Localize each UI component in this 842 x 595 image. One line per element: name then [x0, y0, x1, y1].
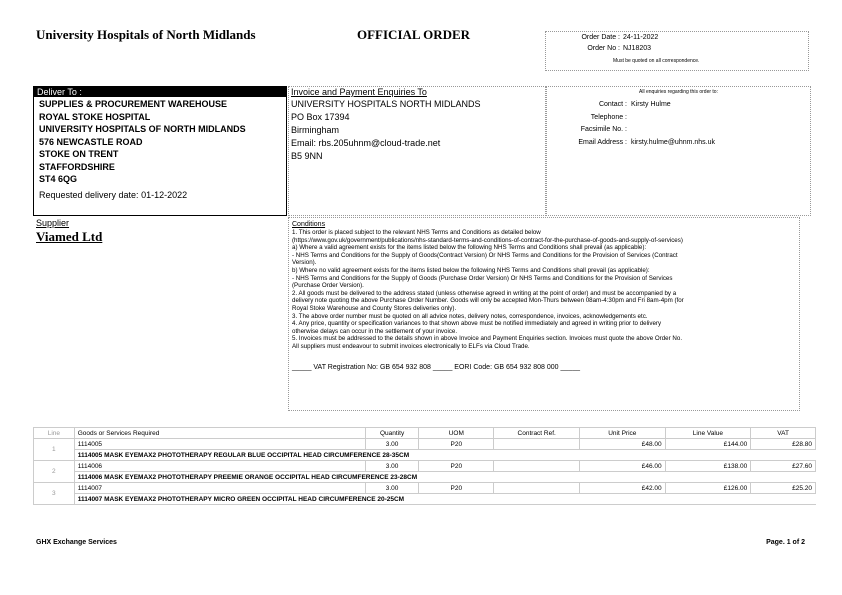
line-value: £144.00	[665, 439, 751, 450]
vat: £25.20	[751, 483, 816, 494]
line-value: £138.00	[665, 461, 751, 472]
table-row	[34, 483, 816, 494]
condition-line: a) Where a valid agreement exists for the items listed below the following NHS Terms and Conditions shall prevail (as applicable):	[292, 244, 647, 252]
conditions-box	[288, 217, 800, 411]
deliver-line: UNIVERSITY HOSPITALS OF NORTH MIDLANDS	[39, 124, 246, 134]
contract-ref	[494, 483, 580, 494]
item-description: 1114006 MASK EYEMAX2 PHOTOTHERAPY PREEMIE ORANGE OCCIPITAL HEAD CIRCUMFERENCE 23-28CM	[74, 472, 815, 483]
col-vat: VAT	[751, 428, 816, 439]
vat-registration-line: _____ VAT Registration No: GB 654 932 808 _____ EORI Code: GB 654 932 808 000 _____	[292, 363, 580, 371]
col-line: Line	[34, 428, 75, 439]
telephone-label: Telephone :	[590, 114, 627, 121]
invoice-enquiries-box	[288, 86, 546, 216]
condition-line: All suppliers must endeavour to submit invoices electronically to ELFs via Cloud Trade.	[292, 342, 530, 350]
table-row-description	[34, 472, 816, 483]
table-row	[34, 461, 816, 472]
line-number: 1	[34, 439, 75, 461]
condition-line: Royal Stoke Warehouse and County Stores deliveries only).	[292, 304, 457, 312]
order-no-label: Order No :	[587, 45, 620, 52]
uom: P20	[419, 461, 494, 472]
order-date-value: 24-11-2022	[623, 34, 659, 41]
order-info-box	[545, 31, 809, 71]
product-code: 1114007	[74, 483, 365, 494]
table-row-description	[34, 450, 816, 461]
item-description: 1114007 MASK EYEMAX2 PHOTOTHERAPY MICRO GREEN OCCIPITAL HEAD CIRCUMFERENCE 20-25CM	[74, 494, 815, 505]
condition-line: 4. Any price, quantity or specification variances to that shown above must be notified immediately and agreed in writing prior to delivery	[292, 320, 662, 328]
col-line-value: Line Value	[665, 428, 751, 439]
unit-price: £42.00	[580, 483, 666, 494]
col-contract-ref: Contract Ref.	[494, 428, 580, 439]
email-label: Email Address :	[578, 139, 627, 146]
order-lines-table	[33, 427, 816, 505]
invoice-line: UNIVERSITY HOSPITALS NORTH MIDLANDS	[291, 99, 481, 109]
condition-line: - NHS Terms and Conditions for the Supply of Goods (Purchase Order Version) Or NHS Terms and Conditions for the Provision of Services	[292, 274, 673, 282]
condition-line: (https://www.gov.uk/government/publications/nhs-standard-terms-and-conditions-of-contract-for-the-purchase-of-goods-and-supply-of-services)	[292, 236, 683, 244]
quantity: 3.00	[365, 483, 418, 494]
conditions-heading: Conditions	[292, 221, 326, 228]
condition-line: (Purchase Order Version).	[292, 282, 364, 290]
quantity: 3.00	[365, 439, 418, 450]
contact-value: Kirsty Hulme	[631, 101, 671, 108]
product-code: 1114005	[74, 439, 365, 450]
fax-label: Facsimile No. :	[580, 126, 627, 133]
table-row	[34, 439, 816, 450]
deliver-to-heading: Deliver To :	[34, 87, 286, 97]
deliver-line: STAFFORDSHIRE	[39, 161, 115, 172]
contract-ref	[494, 439, 580, 450]
vat: £28.80	[751, 439, 816, 450]
invoice-line: PO Box 17394	[291, 112, 350, 122]
condition-line: 1. This order is placed subject to the relevant NHS Terms and Conditions as detailed below	[292, 229, 541, 236]
unit-price: £48.00	[580, 439, 666, 450]
supplier-label: Supplier	[36, 218, 70, 228]
order-enquiries-box	[546, 86, 811, 216]
requested-delivery-date: Requested delivery date: 01-12-2022	[39, 189, 188, 200]
table-header-row	[34, 428, 816, 439]
order-date-label: Order Date :	[581, 34, 620, 41]
deliver-line: 576 NEWCASTLE ROAD	[39, 136, 143, 147]
col-unit-price: Unit Price	[580, 428, 666, 439]
line-value: £126.00	[665, 483, 751, 494]
enquiries-heading: All enquiries regarding this order to:	[639, 89, 718, 95]
condition-line: delivery note quoting the above Purchase Order Number. Goods will only be accepted Mon-Thurs between 08am-4:30pm and Fri 8am-4pm (for	[292, 297, 684, 305]
deliver-line: ROYAL STOKE HOSPITAL	[39, 111, 151, 122]
quantity: 3.00	[365, 461, 418, 472]
invoice-line: Birmingham	[291, 125, 340, 135]
contract-ref	[494, 461, 580, 472]
email-value: kirsty.hulme@uhnm.nhs.uk	[631, 139, 716, 146]
page-number: Page. 1 of 2	[766, 539, 805, 546]
contact-label: Contact :	[598, 101, 627, 108]
invoice-line: B5 9NN	[291, 151, 323, 161]
vat: £27.60	[751, 461, 816, 472]
quote-note: Must be quoted on all correspondence.	[613, 58, 700, 64]
deliver-to-box	[33, 86, 287, 216]
deliver-line: SUPPLIES & PROCUREMENT WAREHOUSE	[39, 99, 228, 109]
order-no-value: NJ18203	[623, 45, 652, 52]
invoice-heading: Invoice and Payment Enquiries To	[291, 87, 427, 97]
supplier-name: Viamed Ltd	[36, 229, 103, 244]
product-code: 1114006	[74, 461, 365, 472]
table-row-description	[34, 494, 816, 505]
condition-line: - NHS Terms and Conditions for the Supply of Goods(Contract Version) Or NHS Terms and Conditions for the Provision of Services (Contract	[292, 251, 678, 259]
line-number: 3	[34, 483, 75, 505]
line-number: 2	[34, 461, 75, 483]
deliver-line: ST4 6QG	[39, 174, 78, 184]
uom: P20	[419, 483, 494, 494]
condition-line: 2. All goods must be delivered to the address stated (unless otherwise agreed in writing at the point of order) and must be accompanied by a	[292, 289, 677, 297]
condition-line: 3. The above order number must be quoted on all advice notes, delivery notes, correspondence, invoices, acknowledgements etc.	[292, 312, 648, 320]
invoice-line: Email: rbs.205uhnm@cloud-trade.net	[291, 138, 441, 148]
unit-price: £46.00	[580, 461, 666, 472]
item-description: 1114005 MASK EYEMAX2 PHOTOTHERAPY REGULAR BLUE OCCIPITAL HEAD CIRCUMFERENCE 28-35CM	[74, 450, 815, 461]
condition-line: Version).	[292, 259, 317, 267]
deliver-line: STOKE ON TRENT	[39, 149, 119, 159]
col-quantity: Quantity	[365, 428, 418, 439]
organisation-title: University Hospitals of North Midlands	[36, 27, 256, 42]
condition-line: 5. Invoices must be addressed to the details shown in above Invoice and Payment Enquiries section. Invoices must quote the above Order No.	[292, 335, 683, 343]
col-goods: Goods or Services Required	[74, 428, 365, 439]
document-title: OFFICIAL ORDER	[357, 27, 471, 42]
condition-line: b) Where no valid agreement exists for the items listed below the following NHS Terms and Conditions shall prevail (as applicable):	[292, 266, 650, 274]
condition-line: otherwise delays can occur in the settlement of your invoice.	[292, 327, 458, 335]
uom: P20	[419, 439, 494, 450]
footer-left: GHX Exchange Services	[36, 539, 117, 546]
col-uom: UOM	[419, 428, 494, 439]
